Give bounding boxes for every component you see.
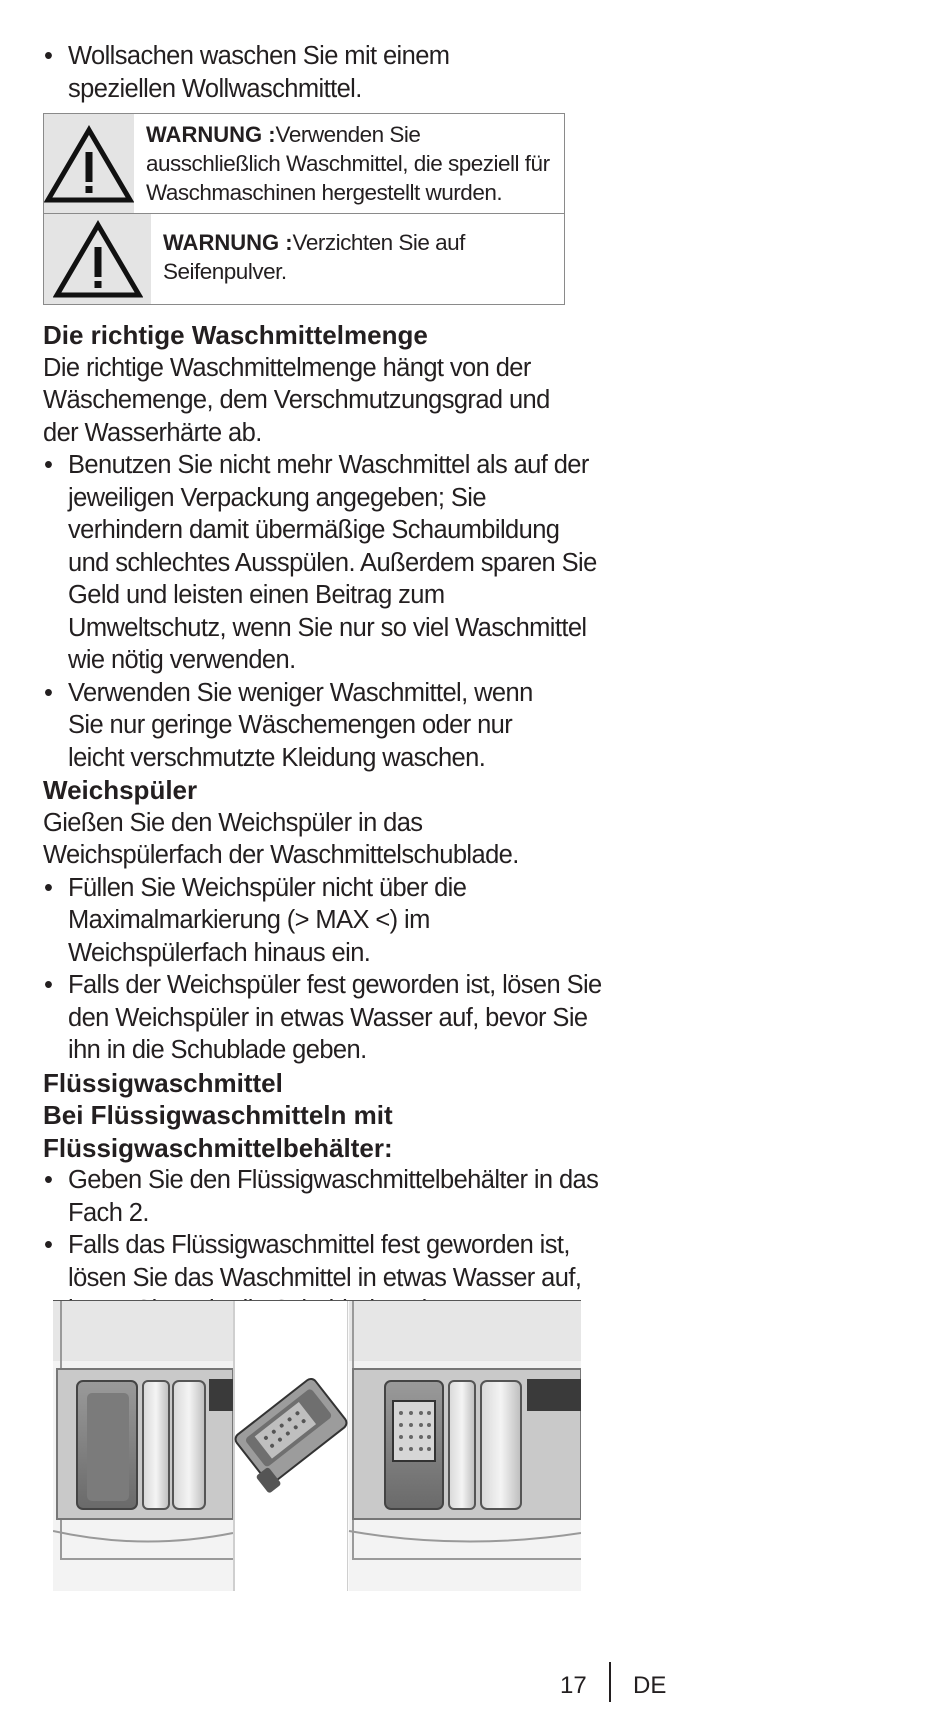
section-paragraph: Die richtige Waschmittelmenge hängt von der Wäschemenge, dem Verschmutzungsgrad und der Wasserhärte ab. xyxy=(43,353,550,447)
section-heading: Weichspüler xyxy=(43,775,198,805)
bullet-text: Falls der Weichspüler fest geworden ist, lösen Sie den Weichspüler in etwas Wasser auf, bevor Sie ihn in die Schublade geben. xyxy=(68,971,602,1064)
bullet-item xyxy=(43,1164,608,1229)
intro-bullet-text: Wollsachen waschen Sie mit einem speziellen Wollwaschmittel. xyxy=(68,42,450,103)
section-heading: Flüssigwaschmittel xyxy=(43,1067,283,1098)
footer-divider xyxy=(609,1662,611,1702)
bullet-item xyxy=(43,677,573,775)
warning-box xyxy=(43,113,565,305)
bullet-item xyxy=(43,449,603,677)
warning-message: Verzichten Sie auf Seifenpulver. xyxy=(163,230,465,284)
detergent-drawer-illustration xyxy=(53,1300,581,1591)
bullet-text: Füllen Sie Weichspüler nicht über die Maximalmarkierung (> MAX <) im Weichspülerfach hinaus ein. xyxy=(68,873,467,967)
intro-bullet xyxy=(43,40,538,105)
warning-label: WARNUNG : xyxy=(146,122,276,147)
warning-message: Verwenden Sie ausschließlich Waschmittel, die speziell für Waschmaschinen hergestellt wurden. xyxy=(146,122,550,205)
warning-text-1 xyxy=(134,114,564,213)
bullet-item xyxy=(43,872,488,970)
language-code: DE xyxy=(633,1672,667,1699)
warning-triangle-icon xyxy=(44,114,134,213)
warning-text-2 xyxy=(151,214,503,304)
bullet-text: Verwenden Sie weniger Waschmittel, wenn Sie nur geringe Wäschemengen oder nur leicht verschmutzte Kleidung waschen. xyxy=(68,678,533,772)
section-heading: Die richtige Waschmittelmenge xyxy=(43,320,428,350)
warning-triangle-icon xyxy=(44,214,151,304)
bullet-item xyxy=(43,969,603,1067)
warning-label: WARNUNG : xyxy=(163,230,293,255)
warning-row-1 xyxy=(44,114,564,213)
bullet-text: Benutzen Sie nicht mehr Waschmittel als auf der jeweiligen Verpackung angegeben; Sie verhindern damit übermäßige Schaumbildung und schlechtes Ausspülen. Außerdem sparen Sie Geld und leisten einen Beitrag zum Umweltschutz, wenn Sie nur so viel Waschmittel wie nötig verwenden. xyxy=(68,451,597,674)
content-column xyxy=(43,40,603,1327)
section-paragraph: Gießen Sie den Weichspüler in das Weichspülerfach der Waschmittelschublade. xyxy=(43,808,519,869)
bullet-text: Falls das Flüssigwaschmittel fest geworden ist, lösen Sie das Waschmittel in etwas Wasser auf, xyxy=(68,1231,582,1292)
section-subheading: Bei Flüssigwaschmitteln mit Flüssigwaschmittelbehälter: xyxy=(43,1100,393,1163)
bullet-text: Geben Sie den Flüssigwaschmittelbehälter in das Fach 2. xyxy=(68,1166,599,1227)
warning-row-2 xyxy=(44,213,564,304)
page-number: 17 xyxy=(560,1672,587,1699)
